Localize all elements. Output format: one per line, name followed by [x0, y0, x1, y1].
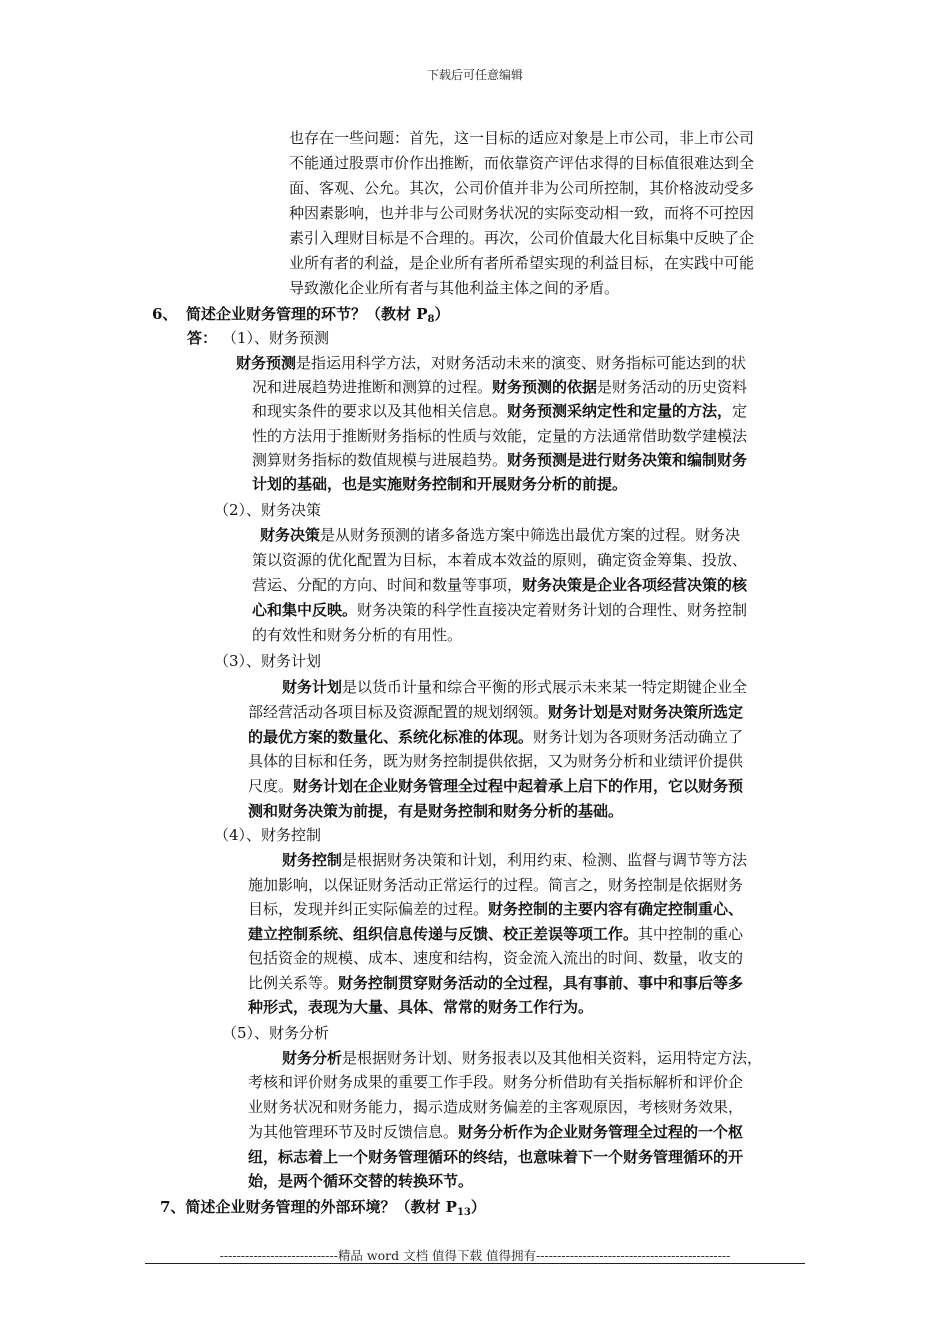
section-1-line-1: [236, 351, 746, 375]
section-5-line-3: [248, 1095, 743, 1119]
section-1-line-3: [252, 399, 747, 423]
section-3-heading: （3）、财务计划: [214, 652, 322, 670]
text-segment: 况和进展趋势进推断和测算的过程。: [252, 378, 493, 396]
section-4-line-5: [248, 946, 743, 970]
text-segment: 财务控制的主要内容有确定控制重心、: [488, 900, 744, 918]
section-4-line-4: [248, 922, 743, 946]
text-segment: 营运、分配的方向、时间和数量等事项，: [252, 576, 523, 594]
section-2-line-3: [252, 573, 747, 597]
text-segment: 性的方法用于推断财务指标的性质与效能，定量的方法通常借助数学建模法: [252, 427, 748, 445]
section-5-heading: （5）、财务分析: [222, 1024, 330, 1042]
text-segment: 为其他管理环节及时反馈信息。: [248, 1123, 459, 1141]
text-segment: 财务计划为各项财务活动确立了: [533, 728, 744, 746]
text-segment: 财务预测是进行财务决策和编制财务: [507, 451, 748, 469]
section-5-line-1: [282, 1046, 762, 1070]
text-segment: 财务控制: [282, 851, 343, 869]
intro-line-5: 素引入理财目标是不合理的。再次，公司价值最大化目标集中反映了企: [289, 229, 755, 247]
text-segment: 是以货币计量和综合平衡的形式展示未来某一特定期键企业全: [342, 678, 748, 696]
text-segment: 是从财务预测的诸多备选方案中筛选出最优方案的过程。财务决: [320, 526, 741, 544]
text-segment: 的最优方案的数量化、系统化标准的体现。: [248, 728, 534, 746]
footer-rule: [145, 1263, 805, 1264]
text-segment: 是根据财务决策和计划，利用约束、检测、监督与调节等方法: [342, 851, 748, 869]
page-footer: ----------------------------精品 word 文档 值得下载 值得拥有----------------------------------------------: [219, 1248, 731, 1263]
text-segment: 考核和评价财务成果的重要工作手段。财务分析借助有关指标解析和评价企: [248, 1073, 744, 1091]
question-6-number: 6、: [152, 305, 178, 323]
text-segment: 建立控制系统、组织信息传递与反馈、校正差误等项工作。: [248, 925, 639, 943]
section-2-line-4: [252, 598, 747, 622]
section-4-line-7: [248, 995, 593, 1019]
text-segment: 具体的目标和任务，既为财务控制提供依据，又为财务分析和业绩评价提供: [248, 752, 744, 770]
intro-line-1: 也存在一些问题：首先，这一目标的适应对象是上市公司，非上市公司: [289, 129, 755, 147]
section-2-line-2: [252, 548, 747, 572]
section-2-line-5: [252, 623, 462, 647]
text-segment: 财务分析: [282, 1049, 343, 1067]
text-segment: 尺度。: [248, 777, 294, 795]
text-segment: 心和集中反映。: [252, 601, 358, 619]
text-segment: 测和财务决策为前提，有是财务控制和财务分析的基础。: [248, 802, 624, 820]
section-4-line-2: [248, 873, 743, 897]
text-segment: 比例关系等。: [248, 974, 339, 992]
text-segment: 计划的基础，也是实施财务控制和开展财务分析的前提。: [252, 475, 628, 493]
intro-line-4: 种因素影响，也并非与公司财务状况的实际变动相一致，而将不可控因: [289, 204, 755, 222]
text-segment: 是指运用科学方法，对财务活动未来的演变、财务指标可能达到的状: [296, 354, 747, 372]
text-segment: 是根据财务计划、财务报表以及其他相关资料，运用特定方法，: [342, 1049, 763, 1067]
text-segment: 和现实条件的要求以及其他相关信息。: [252, 402, 508, 420]
section-1-heading: （1）、财务预测: [222, 329, 330, 347]
text-segment: 纽，标志着上一个财务管理循环的终结，也意味着下一个财务管理循环的开: [248, 1148, 744, 1166]
text-segment: 目标，发现并纠正实际偏差的过程。: [248, 900, 489, 918]
text-segment: 财务决策的科学性直接决定着财务计划的合理性、财务控制: [357, 601, 748, 619]
section-3-line-4: [248, 749, 743, 773]
answer-label: 答：: [187, 329, 218, 347]
section-1-line-5: [252, 448, 747, 472]
section-3-line-2: [248, 700, 743, 724]
text-segment: 始，是两个循环交替的转换环节。: [248, 1172, 474, 1190]
intro-line-6: 业所有者的利益，是企业所有者所希望实现的利益目标，在实践中可能: [289, 254, 755, 272]
text-segment: 财务预测的依据: [492, 378, 598, 396]
text-segment: 财务预测采纳定性和定量的方法，: [507, 402, 733, 420]
text-segment: 财务控制贯穿财务活动的全过程，具有事前、事中和事后等多: [338, 974, 744, 992]
text-segment: 财务决策是企业各项经营决策的核: [522, 576, 748, 594]
section-5-line-2: [248, 1070, 743, 1094]
text-segment: 包括资金的规模、成本、速度和结构，资金流入流出的时间、数量，收支的: [248, 949, 744, 967]
question-6-title: 简述企业财务管理的环节？（教材 $P_8$）: [186, 305, 450, 325]
text-segment: 财务决策: [260, 526, 321, 544]
section-3-line-6: [248, 799, 623, 823]
text-segment: 财务计划: [282, 678, 343, 696]
section-4-heading: （4）、财务控制: [214, 826, 322, 844]
section-2-heading: （2）、财务决策: [214, 501, 322, 519]
text-segment: 是财务活动的历史资料: [597, 378, 748, 396]
section-3-line-1: [282, 675, 747, 699]
section-3-line-3: [248, 725, 743, 749]
text-segment: 定: [732, 402, 748, 420]
text-segment: 测算财务指标的数值规模与进展趋势。: [252, 451, 508, 469]
section-4-line-3: [248, 897, 743, 921]
text-segment: 财务分析作为企业财务管理全过程的一个枢: [458, 1123, 744, 1141]
text-segment: 财务计划在企业财务管理全过程中起着承上启下的作用，它以财务预: [293, 777, 744, 795]
text-segment: 种形式，表现为大量、具体、常常的财务工作行为。: [248, 998, 594, 1016]
question-7-title: 7、简述企业财务管理的外部环境？（教材 $P_{13}$）: [160, 1198, 486, 1218]
intro-line-7: 导致激化企业所有者与其他利益主体之间的矛盾。: [289, 279, 620, 297]
text-segment: 财务预测: [236, 354, 297, 372]
text-segment: 部经营活动各项目标及资源配置的规划纲领。: [248, 703, 549, 721]
intro-line-2: 不能通过股票市价作出推断，而依靠资产评估求得的目标值很难达到全: [289, 154, 755, 172]
text-segment: 财务计划是对财务决策所选定: [548, 703, 744, 721]
section-2-line-1: [260, 523, 740, 547]
section-1-line-6: [252, 472, 627, 496]
section-4-line-6: [248, 971, 743, 995]
section-3-line-5: [248, 774, 743, 798]
text-segment: 策以资源的优化配置为目标，本着成本效益的原则，确定资金筹集、投放、: [252, 551, 748, 569]
text-segment: 其中控制的重心: [638, 925, 744, 943]
text-segment: 业财务状况和财务能力，揭示造成财务偏差的主客观原因，考核财务效果，: [248, 1098, 744, 1116]
text-segment: 施加影响，以保证财务活动正常运行的过程。简言之，财务控制是依据财务: [248, 876, 744, 894]
page-header: 下载后可任意编辑: [426, 68, 523, 82]
section-5-line-4: [248, 1120, 743, 1144]
text-segment: 的有效性和财务分析的有用性。: [252, 626, 463, 644]
section-1-line-2: [252, 375, 747, 399]
intro-line-3: 面、客观、公允。其次，公司价值并非为公司所控制，其价格波动受多: [289, 179, 755, 197]
section-4-line-1: [282, 848, 747, 872]
section-5-line-6: [248, 1169, 473, 1193]
section-1-line-4: [252, 424, 747, 448]
section-5-line-5: [248, 1145, 743, 1169]
